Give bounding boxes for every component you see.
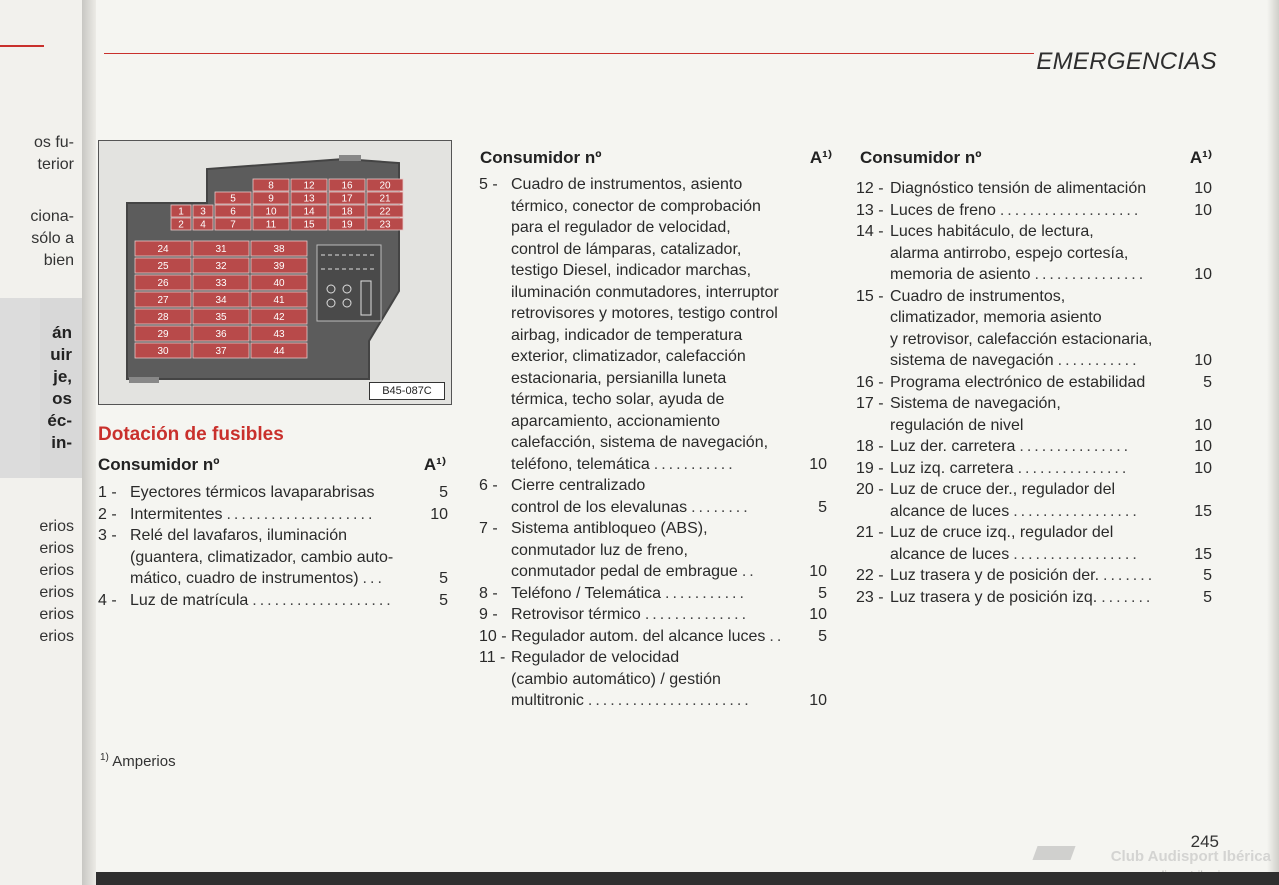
fuse-value-row: [890, 436, 1212, 458]
fuse-label: 39: [273, 261, 285, 272]
leader-dots: ...........: [653, 455, 736, 473]
fuse-value-row: [130, 482, 448, 504]
fuse-label: 41: [273, 295, 285, 306]
fuse-slot: [135, 309, 191, 324]
fuse-number: 10 -: [479, 627, 507, 645]
fuse-number: 5 -: [479, 176, 498, 193]
fuse-label: 26: [157, 278, 169, 289]
fuse-slot: [135, 326, 191, 341]
amperage-value: 10: [809, 606, 827, 623]
fuse-entry: [856, 458, 1212, 480]
leader-dots: ..: [741, 563, 757, 580]
fuse-entry: [856, 479, 1212, 522]
fuse-slot: [251, 309, 307, 324]
fuse-value-row: [890, 350, 1212, 372]
fuse-label: 21: [379, 193, 391, 205]
fuse-label: 3: [200, 206, 206, 218]
fuse-number: 22 -: [856, 567, 884, 584]
watermark: Club Audisport Ibérica: [1110, 848, 1271, 865]
fuse-entry: [856, 522, 1212, 565]
amperage-value: 5: [818, 498, 827, 516]
amperage-value: 10: [809, 563, 827, 580]
fuse-value-row: [890, 458, 1212, 480]
fuse-entry: [479, 626, 827, 648]
fuse-entry: [479, 475, 827, 518]
fuse-label: 14: [303, 206, 315, 218]
fuse-label: 24: [157, 244, 169, 255]
fuse-label: 30: [157, 346, 169, 357]
fuse-number: 17 -: [856, 395, 884, 412]
fuse-entry: [98, 525, 448, 590]
fuse-description: Eyectores térmicos lavaparabrisas: [130, 484, 375, 501]
fuse-slot: [135, 275, 191, 290]
fuse-box-diagram: [99, 141, 451, 404]
leader-dots: [379, 482, 436, 504]
fuse-entry: [856, 565, 1212, 587]
amp-label: A¹⁾: [1189, 148, 1212, 167]
fuse-slot: [291, 205, 327, 218]
amp-label: A¹⁾: [423, 455, 446, 474]
fuse-label: 15: [303, 219, 315, 231]
bottom-shadow: [96, 872, 1279, 885]
fuse-entry: [856, 221, 1212, 286]
leader-dots: ...............: [1019, 438, 1132, 455]
amperage-value: 15: [1194, 545, 1212, 563]
fuse-label: 23: [379, 219, 391, 231]
previous-page: [0, 0, 82, 885]
leader-dots: [1150, 178, 1190, 200]
fuse-label: 10: [265, 206, 277, 218]
fuse-entry: [856, 372, 1212, 394]
amperage-value: 10: [1194, 459, 1212, 477]
fuse-description: mático, cuadro de instrumentos): [130, 570, 359, 587]
fuse-label: 1: [178, 206, 184, 218]
fuse-description: memoria de asiento: [890, 266, 1031, 283]
fuse-entry: [479, 583, 827, 605]
fuse-entry: [856, 436, 1212, 458]
fuse-slot: [135, 258, 191, 273]
fuse-slot: [251, 326, 307, 341]
leader-dots: ...................: [999, 201, 1142, 219]
prev-page-text-mid: ciona- sólo a bien: [30, 208, 74, 269]
fuse-slot: [253, 205, 289, 218]
fuse-slot: [329, 205, 365, 218]
fuse-label: 42: [273, 312, 285, 323]
fuse-slot: [135, 343, 191, 358]
section-title: EMERGENCIAS: [1036, 48, 1217, 75]
amp-label: A¹⁾: [809, 148, 832, 167]
fuse-slot: [291, 218, 327, 231]
amperage-value: 10: [1194, 438, 1212, 455]
fuse-slot: [329, 192, 365, 205]
fuse-description: Luz trasera y de posición izq.: [890, 588, 1098, 606]
fuse-number: 9 -: [479, 606, 498, 623]
leader-dots: ...............: [1017, 459, 1130, 477]
leader-dots: ...: [362, 570, 385, 587]
column-label: Consumidor nº: [98, 455, 220, 474]
leader-dots: ....................: [226, 505, 376, 523]
leader-dots: ........: [691, 498, 751, 516]
fuse-description: regulación de nivel: [890, 416, 1024, 434]
fuse-number: 2 -: [98, 505, 117, 523]
fuse-slot: [291, 179, 327, 192]
fuse-label: 35: [215, 312, 227, 323]
fuse-slot: [215, 218, 251, 231]
fuse-label: 27: [157, 295, 169, 306]
fuse-number: 23 -: [856, 588, 884, 606]
fuse-description: conmutador pedal de embrague: [511, 563, 738, 580]
leader-dots: .......: [1101, 588, 1154, 606]
fuse-label: 8: [268, 180, 274, 192]
fuse-box-figure: [98, 140, 452, 405]
fuse-slot: [251, 275, 307, 290]
fuse-slot: [171, 205, 191, 218]
fuse-slot: [193, 258, 249, 273]
fuse-slot: [215, 205, 251, 218]
amperage-value: 5: [818, 584, 827, 602]
prev-page-text-top: os fu- terior: [33, 134, 74, 173]
fuse-value-row: [130, 568, 448, 590]
fuse-value-row: [130, 504, 448, 526]
fuse-slot: [251, 241, 307, 256]
fuse-value-row: [511, 583, 827, 605]
fuse-slot: [193, 309, 249, 324]
amperage-value: 5: [439, 591, 448, 609]
fuse-description: Regulador de velocidad (cambio automático) / gestión: [511, 649, 721, 688]
fuse-description: Luces habitáculo, de lectura, alarma antirrobo, espejo cortesía,: [890, 223, 1129, 262]
fuse-label: 34: [215, 295, 227, 306]
leader-dots: ...........: [1057, 352, 1140, 369]
page-number: 245: [1190, 832, 1219, 851]
fuse-slot: [193, 292, 249, 307]
fuse-label: 44: [273, 346, 285, 357]
amperage-value: 10: [809, 455, 827, 473]
leader-dots: ..............: [644, 606, 750, 623]
fuse-label: 9: [268, 193, 274, 205]
fuse-label: 32: [215, 261, 227, 272]
fuse-label: 18: [341, 206, 353, 218]
leader-dots: ......................: [587, 692, 752, 709]
amperage-value: 5: [1203, 567, 1212, 584]
leader-dots: [1149, 372, 1199, 394]
fuse-value-row: [890, 264, 1212, 286]
fuse-slot: [253, 179, 289, 192]
fuse-description: Luces de freno: [890, 201, 996, 219]
fuse-description: multitronic: [511, 692, 584, 709]
leader-dots: ...................: [252, 591, 394, 609]
fuse-value-row: [890, 501, 1212, 523]
fuse-slot: [193, 326, 249, 341]
fuse-slot: [215, 192, 251, 205]
fuse-description: Retrovisor térmico: [511, 606, 641, 623]
fuse-description: alcance de luces: [890, 545, 1010, 563]
amperage-value: 10: [1194, 201, 1212, 219]
footnote-text: Amperios: [112, 753, 176, 770]
fuse-number: 14 -: [856, 223, 884, 240]
fuse-entry: [856, 587, 1212, 609]
amperage-value: 5: [1203, 373, 1212, 391]
manual-page: [96, 0, 1279, 872]
fuse-number: 16 -: [856, 373, 884, 391]
fuse-entry: [856, 200, 1212, 222]
fuse-number: 12 -: [856, 180, 884, 197]
fuse-slot: [135, 292, 191, 307]
fuse-entry: [479, 174, 827, 475]
right-column-header: [860, 148, 1212, 168]
fuse-heading: Dotación de fusibles: [98, 424, 284, 445]
fuse-label: 29: [157, 329, 169, 340]
fuse-slot: [171, 218, 191, 231]
fuse-description: Cuadro de instrumentos, asiento térmico, conector de comprobación para el regulador de velocidad, control de lámparas, catalizador, testigo Diesel, indicador marchas, iluminación conmutadores, interruptor retrovisores y motores, testigo control airbag, indicador de temperatura exterior, climatizador, calefacción estacionaria, persianilla luneta térmica, techo solar, ayuda de aparcamiento, accionamiento calefacción, sistema de navegación,: [511, 176, 779, 451]
fuse-label: 38: [273, 244, 285, 255]
fuse-description: Diagnóstico tensión de alimentación: [890, 180, 1147, 197]
fuse-label: 6: [230, 206, 236, 218]
fuse-value-row: [511, 604, 827, 626]
fuse-label: 12: [303, 180, 315, 192]
fuse-entry: [479, 647, 827, 712]
fuse-value-row: [511, 690, 827, 712]
leader-dots: ..: [769, 627, 785, 645]
fuse-label: 36: [215, 329, 227, 340]
fuse-description: teléfono, telemática: [511, 455, 650, 473]
fuse-label: 33: [215, 278, 227, 289]
fuse-description: Sistema de navegación,: [890, 395, 1061, 412]
leader-dots: .................: [1013, 502, 1140, 520]
fuse-description: control de los elevalunas: [511, 498, 688, 516]
fuse-number: 6 -: [479, 477, 498, 494]
fuse-value-row: [890, 544, 1212, 566]
fuse-label: 13: [303, 193, 315, 205]
fuse-number: 8 -: [479, 584, 498, 602]
prev-page-text-bold: án uir je, os éc- in-: [47, 323, 72, 452]
fuse-number: 4 -: [98, 591, 117, 609]
fuse-description: Luz trasera y de posición der.: [890, 567, 1100, 584]
fuse-label: 20: [379, 180, 391, 192]
prev-page-band: [0, 298, 40, 478]
leader-dots: .................: [1013, 545, 1140, 563]
fuse-label: 16: [341, 180, 353, 192]
header-rule: [104, 53, 1034, 54]
fuse-label: 5: [230, 193, 236, 205]
fuse-description: Luz de matrícula: [130, 591, 249, 609]
amperage-value: 10: [1194, 352, 1212, 369]
fuse-description: Sistema antibloqueo (ABS), conmutador luz de freno,: [511, 520, 708, 559]
fuse-entry: [98, 504, 448, 526]
fuse-description: Relé del lavafaros, iluminación (guantera, climatizador, cambio auto-: [130, 527, 394, 566]
fuse-label: 7: [230, 219, 236, 231]
middle-fuse-list: [479, 174, 827, 712]
fuse-label: 37: [215, 346, 227, 357]
fuse-slot: [135, 241, 191, 256]
fuse-description: Intermitentes: [130, 505, 223, 523]
amperage-value: 10: [430, 505, 448, 523]
left-fuse-list: [98, 482, 448, 611]
fuse-slot: [193, 218, 213, 231]
fuse-value-row: [890, 565, 1212, 587]
fuse-description: Luz der. carretera: [890, 438, 1016, 455]
fuse-value-row: [890, 415, 1212, 437]
fuse-slot: [291, 192, 327, 205]
amperage-value: 5: [818, 627, 827, 645]
fuse-slot: [251, 258, 307, 273]
figure-label: B45-087C: [369, 382, 445, 400]
fuse-label: 40: [273, 278, 285, 289]
fuse-number: 3 -: [98, 527, 117, 544]
fuse-slot: [367, 205, 403, 218]
fuse-slot: [193, 275, 249, 290]
fuse-description: Luz de cruce izq., regulador del: [890, 524, 1114, 541]
middle-column-header: [480, 148, 832, 168]
fuse-number: 15 -: [856, 287, 884, 305]
fuse-entry: [98, 482, 448, 504]
fuse-slot: [367, 192, 403, 205]
fuse-value-row: [511, 626, 827, 648]
fuse-slot: [329, 179, 365, 192]
amperage-value: 10: [809, 692, 827, 709]
fuse-label: 31: [215, 244, 227, 255]
fuse-entry: [856, 286, 1212, 372]
page-edge: [1267, 0, 1279, 872]
amperage-value: 10: [1194, 180, 1212, 197]
fuse-value-row: [890, 587, 1212, 609]
amperage-value: 5: [1203, 588, 1212, 606]
fuse-slot: [367, 218, 403, 231]
fuse-number: 1 -: [98, 484, 117, 501]
fuse-description: sistema de navegación: [890, 352, 1054, 369]
fuse-label: 43: [273, 329, 285, 340]
column-label: Consumidor nº: [860, 148, 982, 167]
fuse-label: 19: [341, 219, 353, 231]
leader-dots: .......: [1103, 567, 1156, 584]
fuse-description: Cierre centralizado: [511, 477, 646, 494]
amperage-value: 10: [1194, 416, 1212, 434]
fuse-slot: [253, 218, 289, 231]
fuse-entry: [856, 178, 1212, 200]
fuse-slot: [367, 179, 403, 192]
amperage-value: 10: [1194, 266, 1212, 283]
fuse-slot: [251, 292, 307, 307]
fuse-value-row: [511, 497, 827, 519]
fuse-entry: [98, 590, 448, 612]
prev-page-rule: [0, 45, 44, 47]
footnote-mark: 1): [100, 752, 109, 763]
fuse-label: 11: [265, 219, 277, 231]
prev-page-text-low: erios erios erios erios erios erios: [39, 518, 74, 645]
fuse-slot: [253, 192, 289, 205]
fuse-number: 21 -: [856, 524, 884, 541]
fuse-value-row: [511, 454, 827, 476]
fuse-number: 11 -: [479, 649, 506, 666]
fuse-value-row: [890, 200, 1212, 222]
fuse-value-row: [130, 590, 448, 612]
leader-dots: [1027, 415, 1190, 437]
fuse-description: Programa electrónico de estabilidad: [890, 373, 1146, 391]
fuse-entry: [479, 518, 827, 583]
fuse-description: Luz izq. carretera: [890, 459, 1014, 477]
fuse-value-row: [890, 372, 1212, 394]
leader-dots: ...........: [665, 584, 747, 602]
fuse-value-row: [511, 561, 827, 583]
fuse-slot: [193, 343, 249, 358]
amperage-value: 5: [439, 570, 448, 587]
fuse-label: 25: [157, 261, 169, 272]
fuse-description: Teléfono / Telemática: [511, 584, 662, 602]
fuse-number: 13 -: [856, 201, 884, 219]
amperage-value: 15: [1194, 502, 1212, 520]
fuse-slot: [329, 218, 365, 231]
fuse-slot: [193, 241, 249, 256]
fuse-label: 28: [157, 312, 169, 323]
footnote: [100, 752, 176, 770]
amperage-value: 5: [439, 484, 448, 501]
fuse-number: 20 -: [856, 481, 884, 498]
fuse-entry: [479, 604, 827, 626]
fuse-number: 18 -: [856, 438, 884, 455]
book-spine: [82, 0, 96, 885]
fuse-label: 2: [178, 219, 184, 231]
right-fuse-list: [856, 178, 1212, 608]
fuse-description: Luz de cruce der., regulador del: [890, 481, 1116, 498]
fuse-label: 4: [200, 219, 206, 231]
fuse-slot: [251, 343, 307, 358]
fuse-label: 22: [379, 206, 391, 218]
fuse-entry: [856, 393, 1212, 436]
fuse-description: Cuadro de instrumentos, climatizador, memoria asiento y retrovisor, calefacción estacionaria,: [890, 287, 1153, 348]
fuse-description: alcance de luces: [890, 502, 1010, 520]
fuse-description: Regulador autom. del alcance luces: [511, 627, 766, 645]
fuse-value-row: [890, 178, 1212, 200]
column-label: Consumidor nº: [480, 148, 602, 167]
fuse-number: 19 -: [856, 459, 884, 477]
left-column-header: [98, 455, 446, 475]
fuse-number: 7 -: [479, 520, 498, 537]
relay-block: [317, 245, 381, 321]
watermark-logo: [1032, 846, 1075, 860]
fuse-label: 17: [341, 193, 353, 205]
fuse-slot: [193, 205, 213, 218]
leader-dots: ...............: [1034, 266, 1147, 283]
